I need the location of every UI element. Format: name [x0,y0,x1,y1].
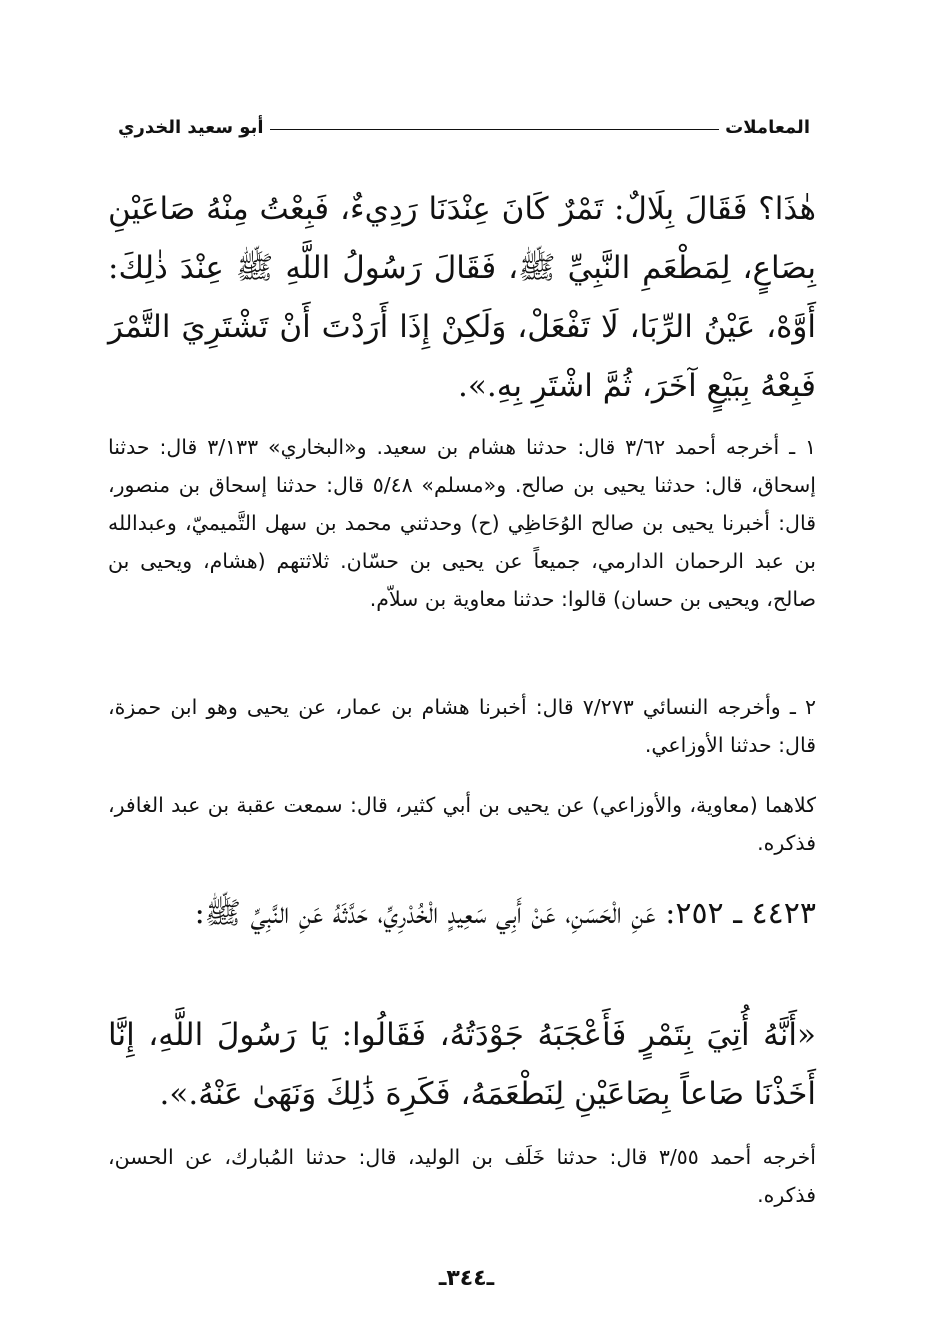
footnote-4: أخرجه أحمد ٣/٥٥ قال: حدثنا خَلَف بن الوليد، قال: حدثنا المُبارك، عن الحسن، فذكره. [108,1145,816,1207]
header-chapter: المعاملات [725,117,810,138]
footnote-2: ٢ ـ وأخرجه النسائي ٧/٢٧٣ قال: أخبرنا هشام بن عمار، عن يحيى وهو ابن حمزة، قال: حدثنا الأوزاعي. [108,695,816,757]
footnote-1: ١ ـ أخرجه أحمد ٣/٦٢ قال: حدثنا هشام بن سعيد. و«البخاري» ٣/١٣٣ قال: حدثنا إسحاق، قال: حدثنا يحيى بن صالح. و«مسلم» ٥/٤٨ قال: حدثنا إسحاق بن منصور، قال: أخبرنا يحيى بن صالح الوُحَاظِي (ح) وحدثني محمد بن سهل التَّميميّ، وعبدالله بن عبد الرحمان الدارمي، جميعاً عن يحيى بن حسّان. ثلاثتهم (هشام، ويحيى بن صالح، ويحيى بن حسان) قالوا: حدثنا معاوية بن سلاّم. [108,435,816,611]
hadith-continuation: هٰذَا؟ فَقَالَ بِلَالٌ: تَمْرٌ كَانَ عِنْدَنَا رَدِيءٌ، فَبِعْتُ مِنْهُ صَاعَيْنِ بِصَاعٍ، لِمَطْعَمِ النَّبِيِّ ﷺ، فَقَالَ رَسُولُ اللَّهِ ﷺ عِنْدَ ذٰلِكَ: أَوَّهْ، عَيْنُ الرِّبَا، لَا تَفْعَلْ، وَلَكِنْ إِذَا أَرَدْتَ أَنْ تَشْتَرِيَ التَّمْرَ فَبِعْهُ بِبَيْعٍ آخَرَ، ثُمَّ اشْتَرِ بِهِ.». [108,191,816,404]
hadith-text: «أَنَّهُ أُتِيَ بِتَمْرٍ فَأَعْجَبَهُ جَوْدَتُهُ، فَقَالُوا: يَا رَسُولَ اللَّهِ، إِنَّا أَخَذْنَا صَاعاً بِصَاعَيْنِ لِنَطْعَمَهُ، فَكَرِهَ ذَٰلِكَ وَنَهَىٰ عَنْهُ.». [108,1017,816,1112]
running-header [118,108,810,138]
header-companion: أبو سعيد الخدري [118,117,264,138]
hadith-title: ٤٤٢٣ ـ ٢٥٢: عَنِ الْحَسَنِ، عَنْ أَبِي سَعِيدٍ الْخُدْرِيِّ، حَدَّثَهُ عَنِ النَّبِيِّ ﷺ: [194,896,816,931]
header-rule [270,129,720,130]
footnote-3: كلاهما (معاوية، والأوزاعي) عن يحيى بن أبي كثير، قال: سمعت عقبة بن عبد الغافر، فذكره. [108,793,816,855]
page-number: ـ٣٤٤ـ [438,1266,495,1291]
